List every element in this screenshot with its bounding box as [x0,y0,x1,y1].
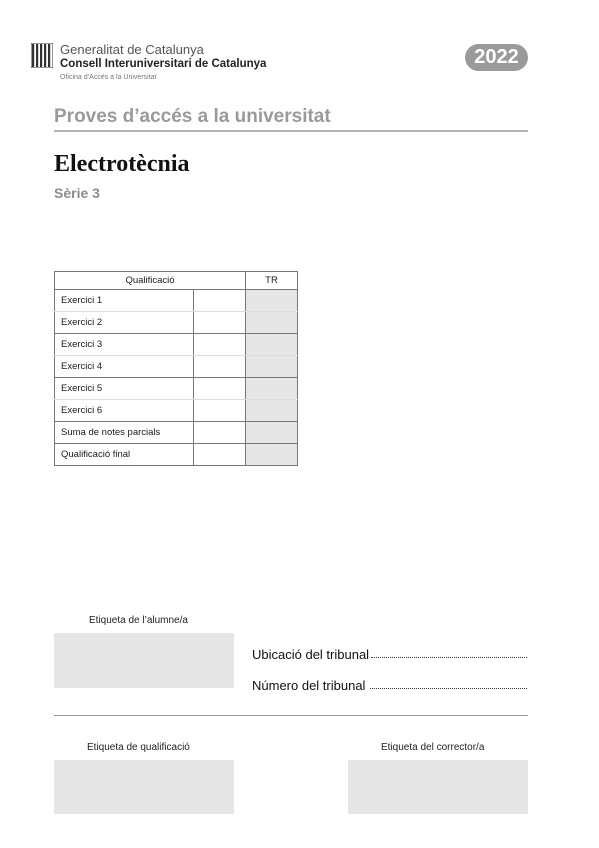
row-label: Exercici 5 [55,378,194,400]
table-row [55,444,298,466]
year-badge: 2022 [465,44,528,71]
table-row [55,356,298,378]
row-label: Exercici 1 [55,290,194,312]
grade-cell[interactable] [194,378,246,400]
tr-cell [246,356,298,378]
grade-cell[interactable] [194,290,246,312]
grade-cell[interactable] [194,400,246,422]
tribunal-location-field[interactable] [371,657,527,658]
corrector-label-box [348,760,528,814]
grade-label-caption: Etiqueta de qualificació [87,742,190,753]
grade-table [54,271,298,466]
table-row [55,378,298,400]
row-label: Exercici 4 [55,356,194,378]
table-row [55,422,298,444]
catalan-flag-icon [31,43,53,68]
tribunal-location-label: Ubicació del tribunal [252,647,370,662]
grade-cell[interactable] [194,422,246,444]
tr-cell [246,312,298,334]
subject-title: Electrotècnia [54,151,190,177]
org-name-line1: Generalitat de Catalunya [60,42,204,57]
tr-cell [246,444,298,466]
footer-divider [54,715,528,716]
grade-col-header: Qualificació [55,272,246,290]
tr-cell [246,378,298,400]
tr-cell [246,334,298,356]
org-name-line3: Oficina d’Accés a la Universitat [60,74,157,81]
row-label: Exercici 3 [55,334,194,356]
table-row [55,290,298,312]
tr-col-header: TR [246,272,298,290]
grade-cell[interactable] [194,444,246,466]
tr-cell [246,400,298,422]
exam-title: Proves d’accés a la universitat [54,106,331,127]
grade-table-header [55,272,298,290]
tr-cell [246,290,298,312]
row-label: Exercici 2 [55,312,194,334]
corrector-label-caption: Etiqueta del corrector/a [381,742,485,753]
tr-cell [246,422,298,444]
row-label: Qualificació final [55,444,194,466]
tribunal-number-label: Número del tribunal [252,678,366,693]
row-label: Suma de notes parcials [55,422,194,444]
grade-cell[interactable] [194,312,246,334]
header-divider [54,130,528,132]
row-label: Exercici 6 [55,400,194,422]
series-label: Sèrie 3 [54,185,100,201]
org-name-line2: Consell Interuniversitari de Catalunya [60,58,267,70]
table-row [55,400,298,422]
tribunal-number-field[interactable] [370,688,527,689]
table-row [55,312,298,334]
grade-cell[interactable] [194,356,246,378]
grade-cell[interactable] [194,334,246,356]
student-label-caption: Etiqueta de l’alumne/a [89,615,188,626]
grade-label-box [54,760,234,814]
student-label-box [54,633,234,688]
table-row [55,334,298,356]
